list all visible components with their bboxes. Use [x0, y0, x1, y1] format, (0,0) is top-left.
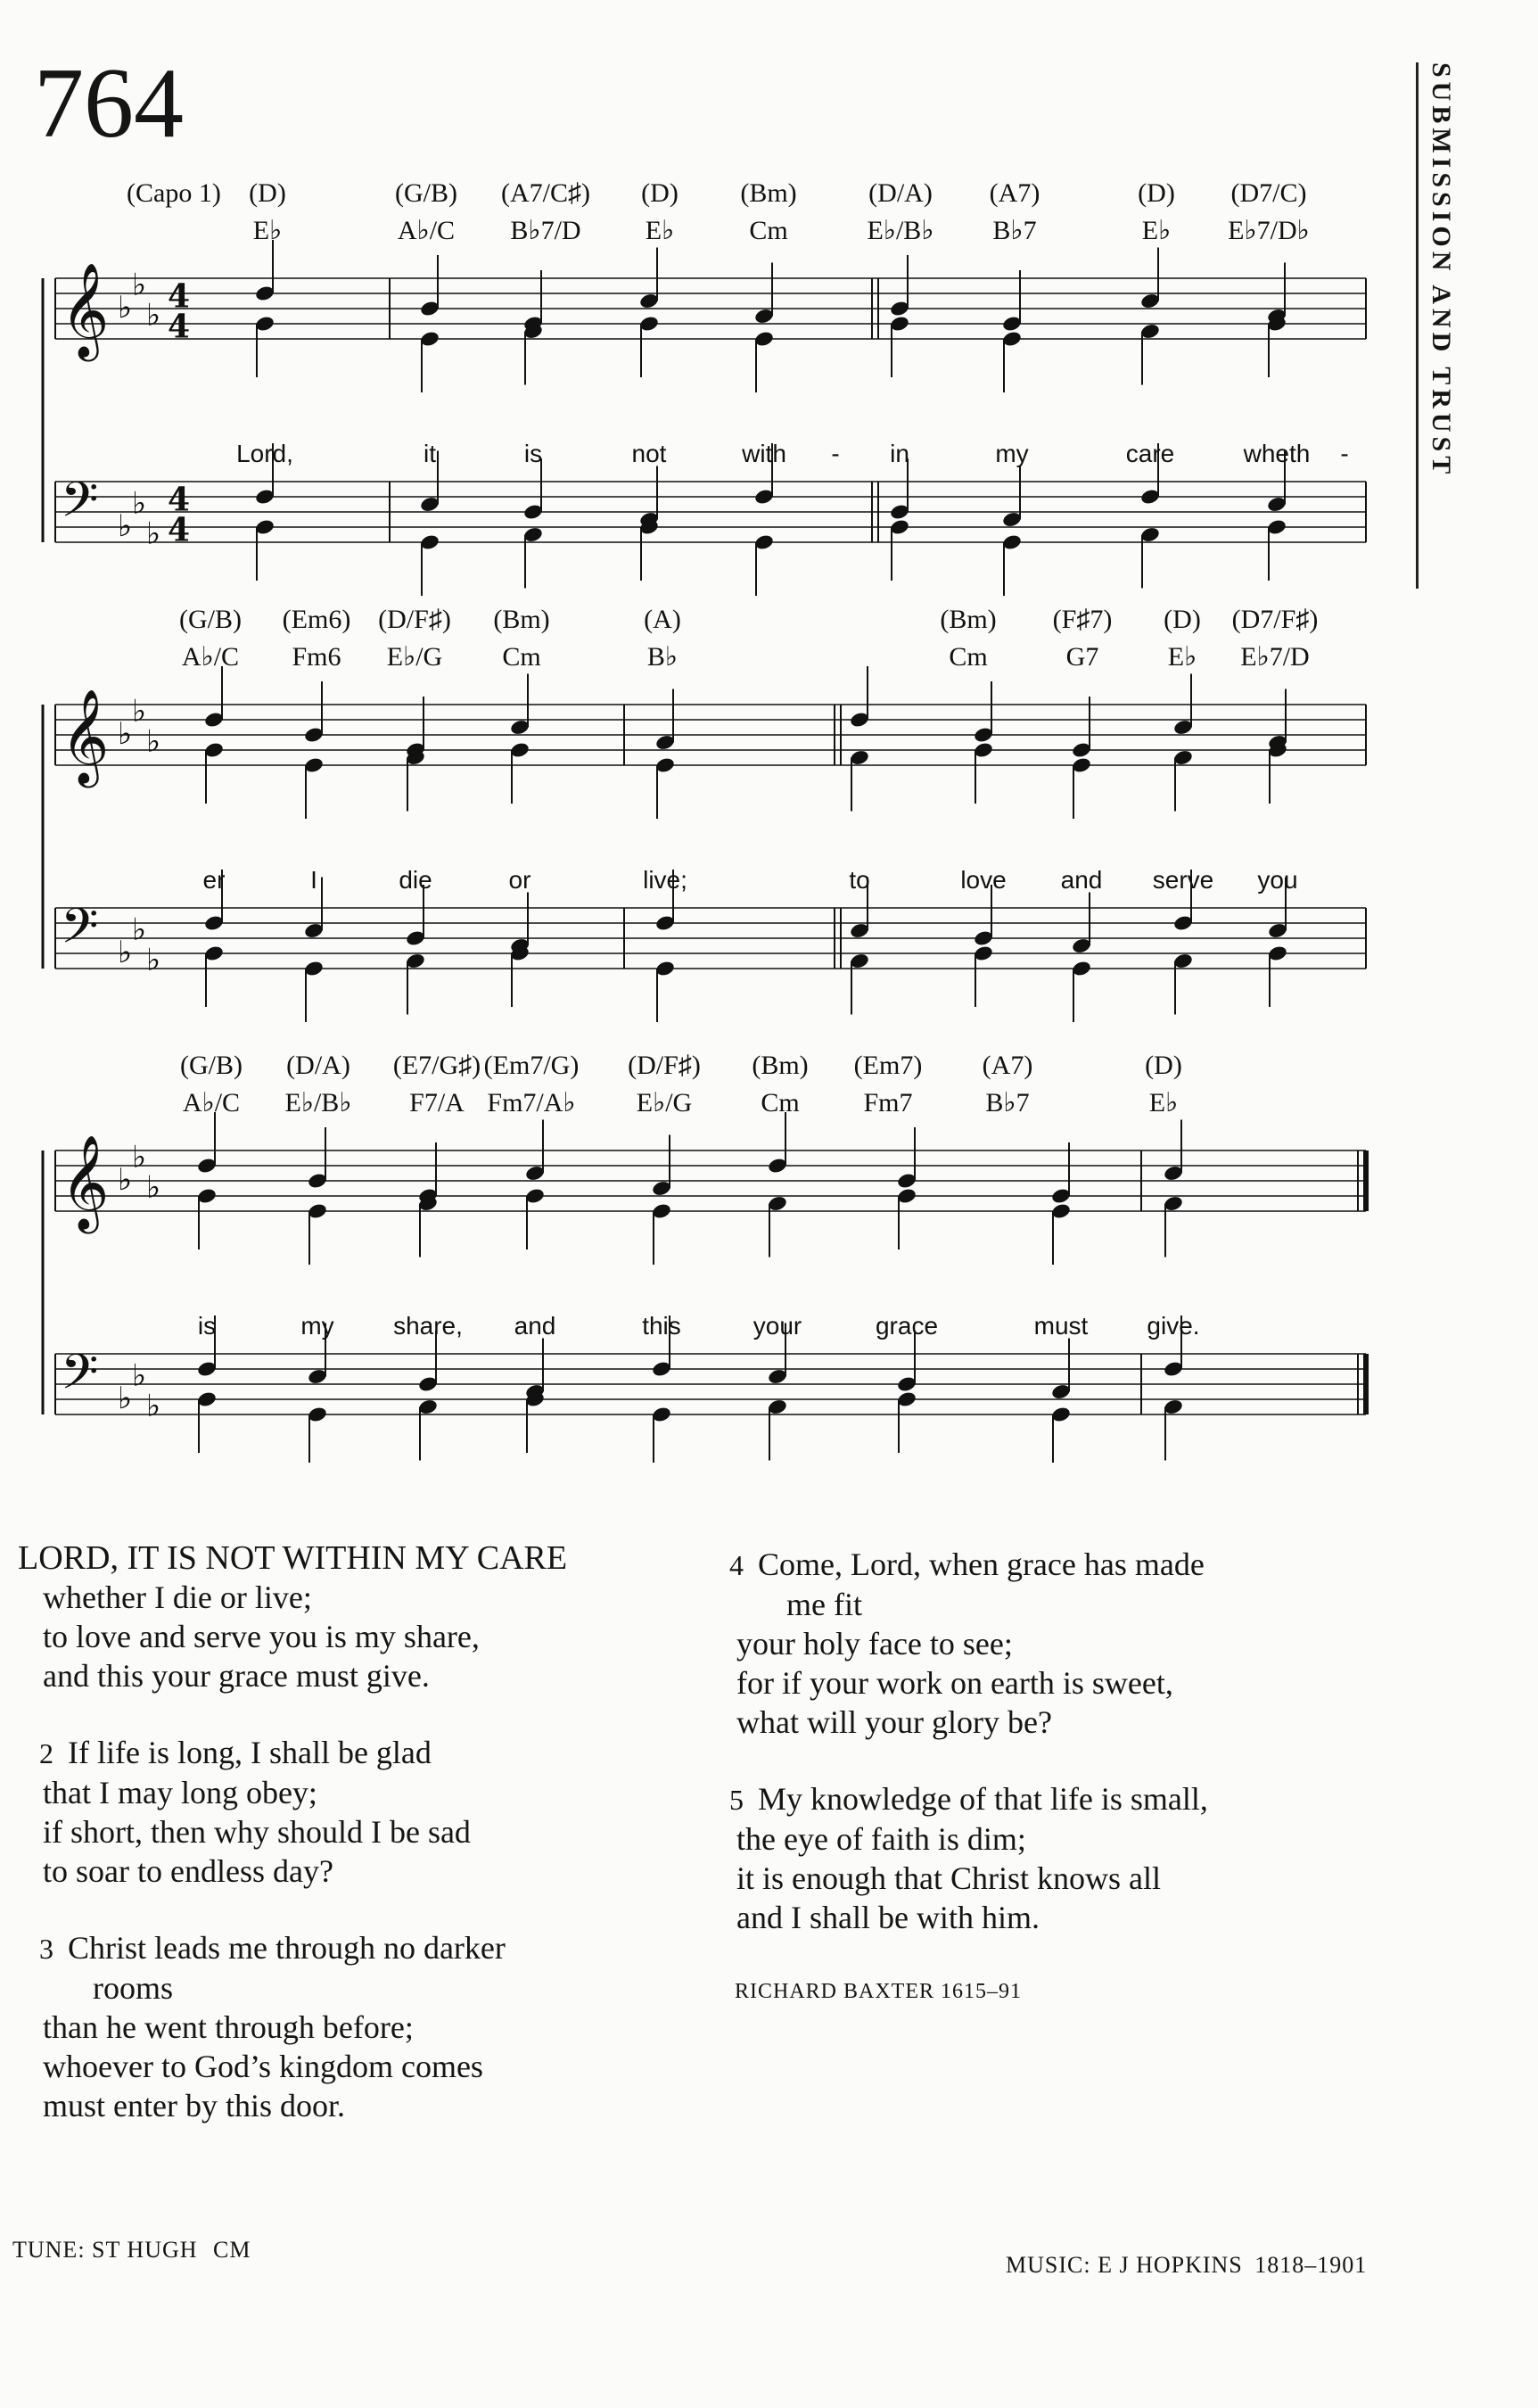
- chord-capo: (Bm): [940, 605, 997, 634]
- stanza-line: rooms: [93, 1970, 173, 2006]
- stanza-line: the eye of faith is dim;: [736, 1821, 1026, 1857]
- stanza-number: 4: [729, 1549, 744, 1581]
- bass-clef: 𝄢: [61, 471, 99, 540]
- chord-capo: (G/B): [395, 178, 457, 208]
- chord-capo: (D/A): [286, 1051, 350, 1080]
- stanza-line: me fit: [786, 1587, 862, 1622]
- chord-capo: (A7/C♯): [501, 178, 590, 208]
- stanza-line: what will your glory be?: [736, 1704, 1052, 1740]
- chord-concert: E♭: [1148, 1088, 1179, 1117]
- stanza-5: [729, 1779, 1208, 1937]
- chord-concert: G7: [1065, 642, 1099, 672]
- author-name: RICHARD BAXTER: [735, 1980, 935, 2003]
- stanza-line: your holy face to see;: [736, 1626, 1013, 1662]
- chord-concert: B♭: [646, 642, 679, 672]
- lyric-syllable: is: [523, 440, 543, 467]
- chord-concert: E♭/B♭: [867, 216, 934, 245]
- lyric-syllable: share,: [393, 1312, 463, 1340]
- lyric-syllable: live;: [643, 866, 687, 894]
- key-flat: ♭: [146, 723, 161, 760]
- lyric-syllable: I: [310, 866, 317, 894]
- chord-capo: (A7): [982, 1051, 1033, 1080]
- chord-concert: Fm7/A♭: [487, 1088, 576, 1117]
- chord-capo: (D/F♯): [378, 605, 451, 634]
- time-signature: 4: [168, 511, 191, 549]
- lyric-syllable: your: [753, 1312, 802, 1340]
- chord-concert: B♭7/D: [510, 216, 581, 245]
- key-flat: ♭: [118, 1162, 133, 1198]
- stanza-line: If life is long, I shall be glad: [68, 1735, 432, 1770]
- chord-concert: E♭: [252, 216, 283, 245]
- chord-capo: (D): [1164, 605, 1201, 634]
- lyric-syllable: my: [300, 1312, 334, 1340]
- stanza-line: to soar to endless day?: [43, 1853, 333, 1889]
- chord-capo: (Bm): [740, 178, 797, 208]
- key-flat: ♭: [132, 1357, 147, 1394]
- bass-clef: 𝄢: [61, 897, 99, 967]
- chord-concert: E♭7/D♭: [1228, 216, 1310, 245]
- chord-capo: (Em7/G): [483, 1051, 580, 1080]
- bass-clef: 𝄢: [61, 1343, 99, 1413]
- chord-capo: (E7/G♯): [392, 1051, 481, 1080]
- stanza-line: than he went through before;: [43, 2009, 414, 2045]
- text-author: [735, 1980, 1022, 2004]
- chord-capo: (D7/C): [1230, 178, 1307, 208]
- stanza-line: and this your grace must give.: [43, 1658, 430, 1694]
- chord-concert: E♭/B♭: [284, 1088, 352, 1117]
- stanza-1: [43, 1578, 567, 1695]
- chord-concert: Cm: [502, 642, 541, 672]
- lyric-syllable: love: [960, 866, 1007, 894]
- stanza-line: that I may long obey;: [43, 1775, 317, 1810]
- stanza-line: whether I die or live;: [43, 1579, 312, 1615]
- lyric-syllable: grace: [875, 1312, 939, 1340]
- tune-label: TUNE:: [12, 2237, 86, 2263]
- stanza-2: [39, 1733, 567, 1891]
- section-label: SUBMISSION AND TRUST: [1427, 62, 1456, 479]
- chord-concert: Cm: [749, 216, 788, 245]
- chord-concert: B♭7: [992, 216, 1037, 245]
- chord-capo: (G/B): [180, 1051, 243, 1080]
- music-credit: [1006, 2252, 1367, 2279]
- lyric-syllable: is: [197, 1312, 217, 1340]
- lyric-syllable: and: [1060, 866, 1103, 894]
- stanza-line: and I shall be with him.: [736, 1900, 1040, 1935]
- stanza-line: Christ leads me through no darker: [68, 1930, 506, 1966]
- music-dates: 1818–1901: [1254, 2252, 1368, 2278]
- chord-capo: (Em7): [853, 1051, 923, 1080]
- stanza-number: 5: [729, 1784, 744, 1816]
- chord-concert: E♭: [645, 216, 675, 245]
- treble-clef: 𝄞: [61, 261, 110, 358]
- lyric-syllable: serve: [1152, 866, 1214, 894]
- music-composer: E J HOPKINS: [1098, 2252, 1243, 2278]
- chord-capo: (A): [644, 605, 681, 634]
- lyric-syllable: in: [890, 440, 909, 467]
- chord-concert: B♭7: [985, 1088, 1030, 1117]
- chord-concert: E♭: [1167, 642, 1197, 672]
- music-label: MUSIC:: [1006, 2252, 1091, 2278]
- verses-right-column: [729, 1545, 1208, 1975]
- chord-capo: (F♯7): [1052, 605, 1113, 634]
- key-flat: ♭: [132, 485, 147, 522]
- stanza-4: [729, 1545, 1208, 1742]
- chord-concert: E♭/G: [636, 1088, 693, 1117]
- tune-credit: [12, 2237, 251, 2264]
- key-flat: ♭: [132, 693, 147, 730]
- stanza-number: 3: [39, 1933, 53, 1965]
- lyric-syllable: die: [399, 866, 432, 894]
- treble-clef: 𝄞: [61, 1134, 110, 1230]
- lyric-syllable: must: [1033, 1312, 1089, 1340]
- stanza-3: [39, 1928, 567, 2125]
- stanza-line: must enter by this door.: [43, 2088, 345, 2123]
- chord-concert: Cm: [949, 642, 988, 672]
- lyric-syllable: and: [514, 1312, 556, 1340]
- chord-concert: E♭/G: [386, 642, 443, 672]
- lyric-syllable: to: [849, 866, 870, 894]
- chord-concert: A♭/C: [397, 216, 456, 245]
- chord-capo: (D): [1138, 178, 1175, 208]
- chord-concert: Fm7: [863, 1088, 913, 1117]
- lyric-syllable: my: [995, 440, 1029, 467]
- chord-concert: E♭7/D: [1240, 642, 1310, 672]
- capo-label: (Capo 1): [127, 178, 221, 208]
- chord-concert: E♭: [1141, 216, 1172, 245]
- stanza-line: for if your work on earth is sweet,: [736, 1665, 1173, 1701]
- stanza-line: whoever to God’s kingdom comes: [43, 2049, 483, 2084]
- lyric-syllable: -: [1340, 440, 1349, 467]
- time-signature: 4: [168, 481, 191, 519]
- chord-capo: (D/F♯): [628, 1051, 701, 1080]
- lyric-syllable: er: [202, 866, 226, 894]
- key-flat: ♭: [132, 911, 147, 948]
- key-flat: ♭: [132, 267, 147, 303]
- hymn-number: 764: [34, 48, 184, 159]
- tune-meter: CM: [213, 2237, 251, 2263]
- key-flat: ♭: [146, 1388, 161, 1424]
- key-flat: ♭: [146, 1169, 161, 1206]
- chord-capo: (D/A): [868, 178, 933, 208]
- lyric-syllable: it: [424, 440, 436, 467]
- chord-capo: (Bm): [752, 1051, 809, 1080]
- chord-concert: Cm: [761, 1088, 800, 1117]
- key-flat: ♭: [146, 942, 161, 978]
- key-flat: ♭: [146, 515, 161, 552]
- author-dates: 1615–91: [941, 1980, 1023, 2003]
- key-flat: ♭: [118, 935, 133, 970]
- lyric-syllable: this: [642, 1312, 681, 1340]
- time-signature: 4: [168, 277, 191, 316]
- lyric-syllable: care: [1125, 440, 1175, 467]
- chord-capo: (D): [641, 178, 679, 208]
- lyric-syllable: wheth: [1243, 440, 1311, 467]
- stanza-line: Come, Lord, when grace has made: [758, 1546, 1205, 1582]
- chord-concert: A♭/C: [182, 1088, 241, 1117]
- lyric-syllable: you: [1257, 866, 1298, 894]
- treble-clef: 𝄞: [61, 688, 110, 784]
- key-flat: ♭: [132, 1139, 147, 1175]
- lyric-syllable: or: [508, 866, 531, 894]
- tune-name: ST HUGH: [92, 2237, 198, 2263]
- verses-left-column: [18, 1538, 568, 2163]
- stanza-number: 2: [39, 1737, 53, 1769]
- chord-capo: (D): [249, 178, 286, 208]
- lyric-syllable: with: [742, 440, 786, 467]
- hymn-title: LORD, IT IS NOT WITHIN MY CARE: [18, 1539, 568, 1577]
- stanza-line: My knowledge of that life is small,: [758, 1781, 1208, 1817]
- stanza-line: it is enough that Christ knows all: [736, 1860, 1161, 1896]
- stanza-line: if short, then why should I be sad: [43, 1814, 471, 1850]
- chord-concert: A♭/C: [181, 642, 240, 672]
- key-flat: ♭: [146, 297, 161, 334]
- key-flat: ♭: [118, 1381, 133, 1416]
- chord-capo: (Bm): [493, 605, 550, 634]
- chord-capo: (D): [1145, 1051, 1182, 1080]
- lyric-syllable: not: [631, 440, 667, 467]
- chord-concert: Fm6: [292, 642, 341, 672]
- key-flat: ♭: [118, 716, 133, 752]
- lyric-syllable: -: [831, 440, 840, 467]
- time-signature: 4: [168, 308, 191, 346]
- key-flat: ♭: [118, 290, 133, 326]
- lyric-syllable: give.: [1147, 1312, 1200, 1340]
- chord-capo: (G/B): [179, 605, 242, 634]
- chord-capo: (D7/F♯): [1231, 605, 1319, 634]
- chord-capo: (Em6): [282, 605, 351, 634]
- lyric-syllable: Lord,: [236, 440, 293, 467]
- stanza-line: to love and serve you is my share,: [43, 1619, 480, 1654]
- chord-concert: F7/A: [409, 1088, 465, 1117]
- chord-capo: (A7): [989, 178, 1040, 208]
- key-flat: ♭: [118, 508, 133, 544]
